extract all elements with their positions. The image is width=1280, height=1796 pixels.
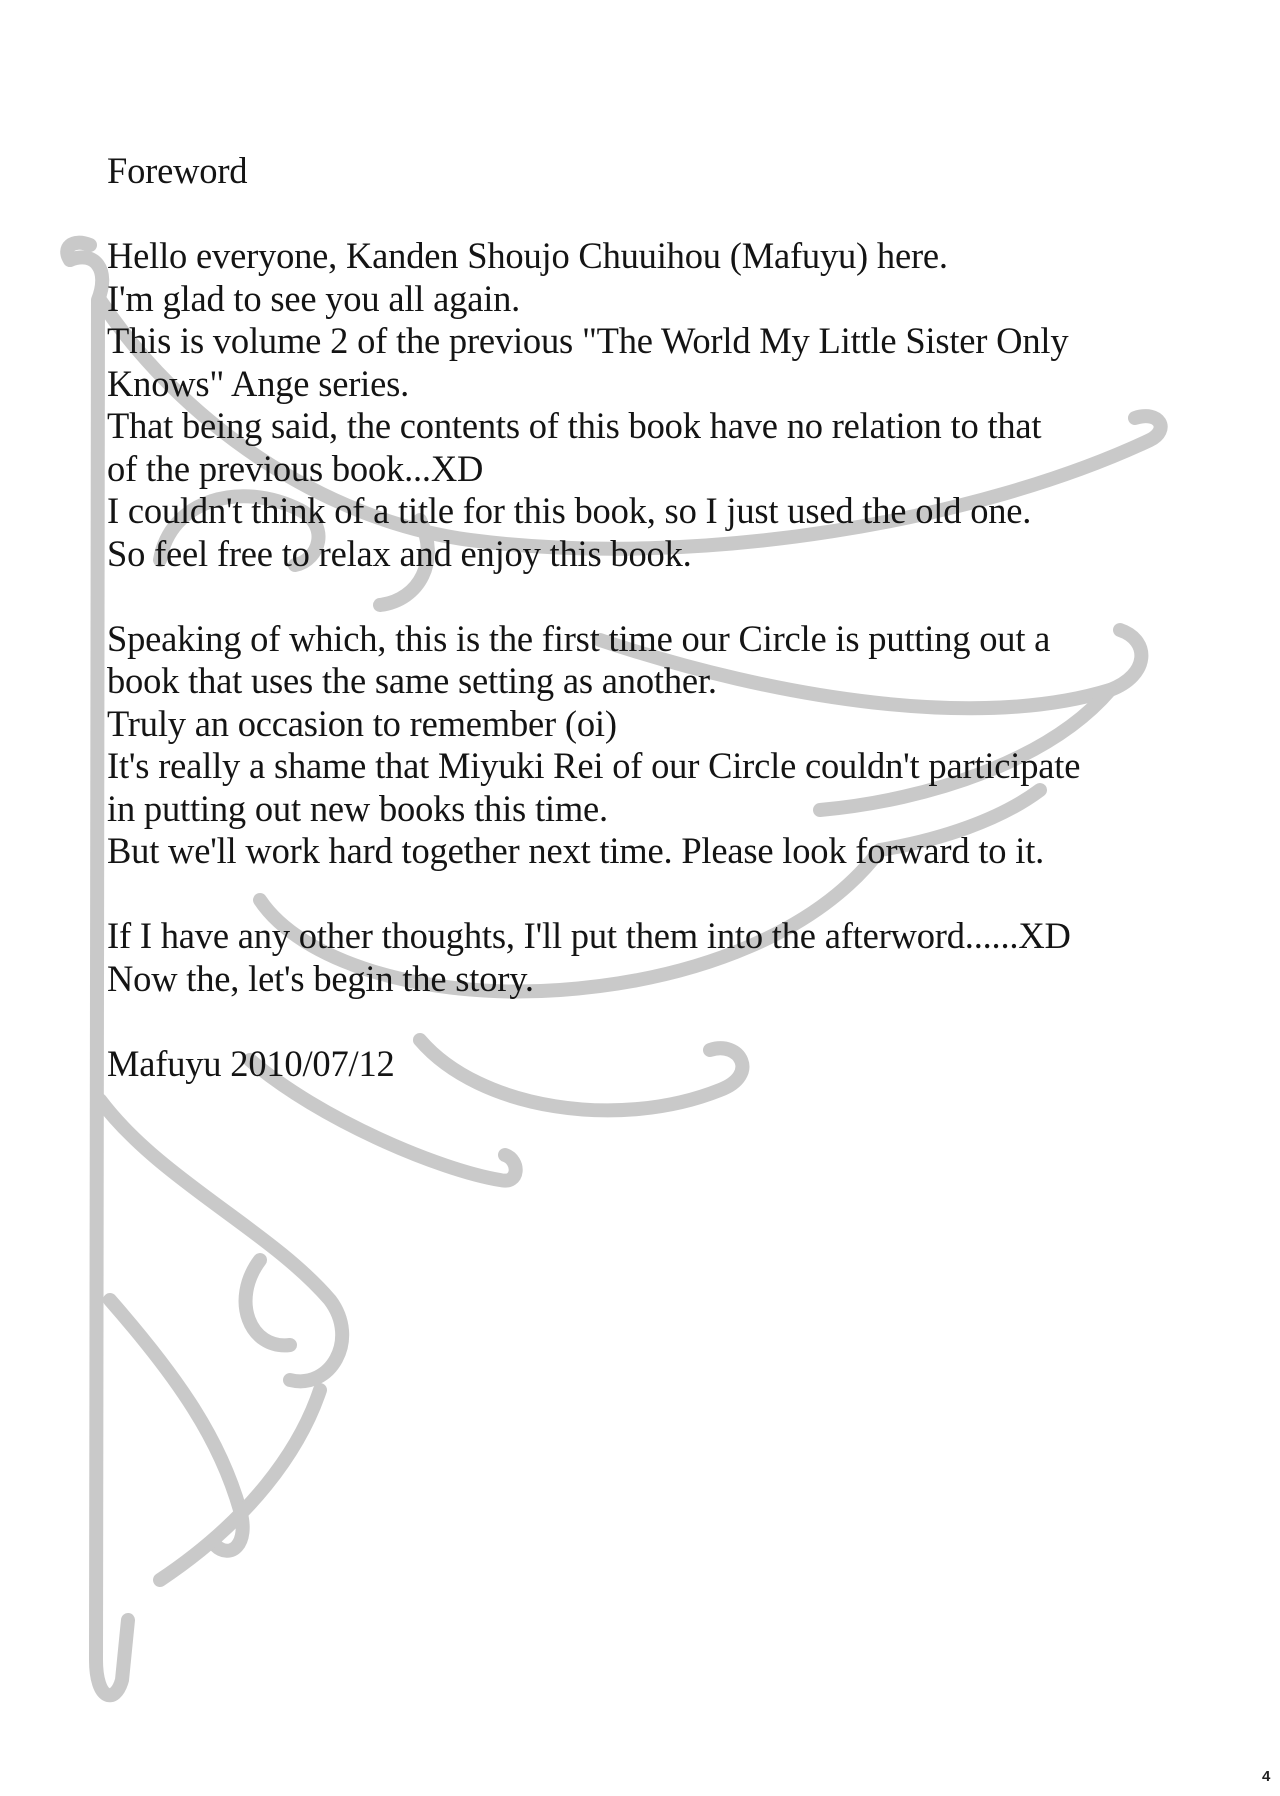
text-line: That being said, the contents of this book have no relation to that xyxy=(107,405,1042,446)
paragraph-gap xyxy=(107,575,1187,618)
text-line: Knows" Ange series. xyxy=(107,362,410,404)
text-line: I'm glad to see you all again. xyxy=(107,277,521,319)
text-line: of the previous book...XD xyxy=(107,447,484,489)
text-line: Hello everyone, Kanden Shoujo Chuuihou (Mafuyu) here. xyxy=(107,235,948,276)
text-line: Now the, let's begin the story. xyxy=(107,957,534,999)
paragraph-gap xyxy=(107,1000,1187,1043)
page-number: 4 xyxy=(1262,1768,1271,1785)
signature-line: Mafuyu 2010/07/12 xyxy=(107,1042,395,1084)
text-line: I couldn't think of a title for this book, so I just used the old one. xyxy=(107,490,1032,531)
foreword-body xyxy=(107,150,1187,1085)
text-line: If I have any other thoughts, I'll put them into the afterword......XD xyxy=(107,915,1071,956)
text-line: Speaking of which, this is the first time our Circle is putting out a xyxy=(107,617,1051,659)
text-line: This is volume 2 of the previous "The World My Little Sister Only xyxy=(107,320,1069,361)
text-line: Truly an occasion to remember (oi) xyxy=(107,702,617,744)
text-line: So feel free to relax and enjoy this book. xyxy=(107,532,692,574)
text-line: book that uses the same setting as another. xyxy=(107,660,717,701)
text-line: It's really a shame that Miyuki Rei of our Circle couldn't participate xyxy=(107,745,1081,786)
paragraph-gap xyxy=(107,873,1187,916)
text-line: in putting out new books this time. xyxy=(107,787,608,829)
text-line: But we'll work hard together next time. Please look forward to it. xyxy=(107,830,1045,871)
page-title: Foreword xyxy=(107,150,248,191)
